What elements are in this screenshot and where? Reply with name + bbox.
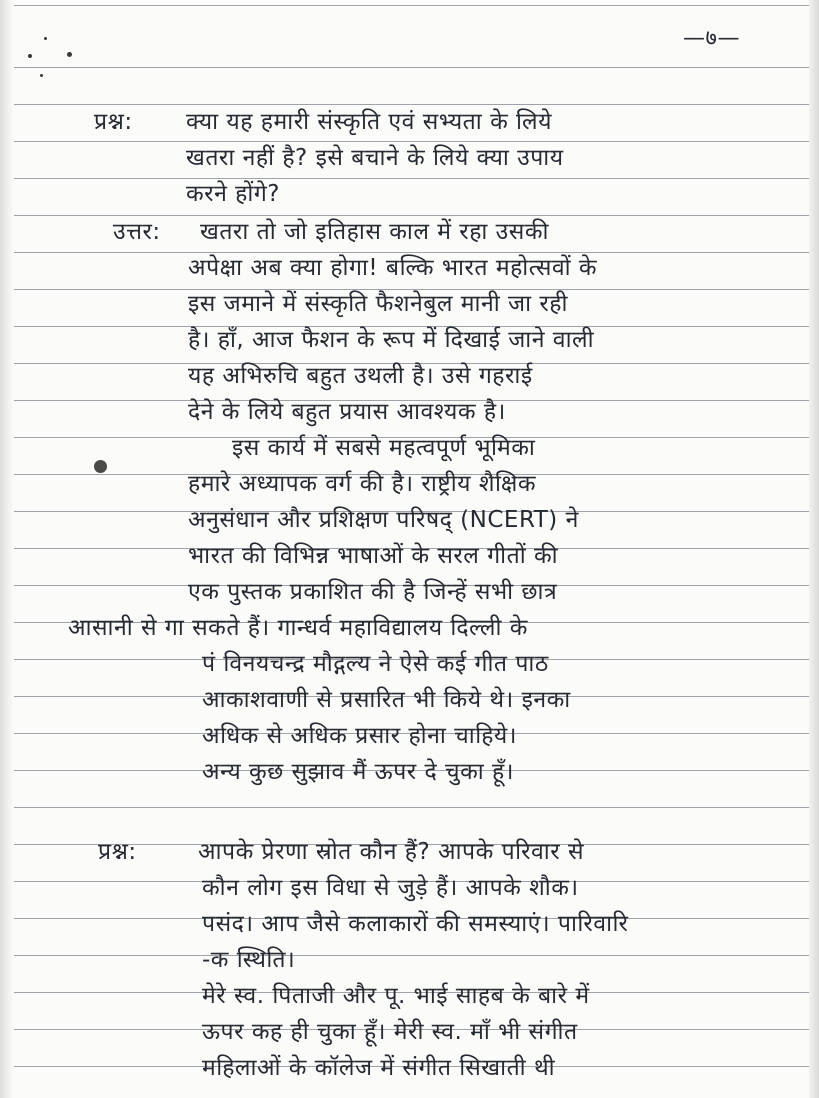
answer-label: उत्तर: bbox=[113, 219, 161, 245]
answer-line: ऊपर कह ही चुका हूँ। मेरी स्व. माँ भी संगीत bbox=[202, 1019, 578, 1045]
answer-line: हमारे अध्यापक वर्ग की है। राष्ट्रीय शैक्षिक bbox=[188, 471, 537, 497]
ink-speck bbox=[28, 54, 32, 58]
answer-line: मेरे स्व. पिताजी और पू. भाई साहब के बारे में bbox=[202, 983, 590, 1009]
question-line: खतरा नहीं है? इसे बचाने के लिये क्या उपाय bbox=[186, 145, 564, 171]
question-label: प्रश्न: bbox=[98, 839, 137, 865]
question-line: क्या यह हमारी संस्कृति एवं सभ्यता के लिये bbox=[186, 109, 552, 135]
page-number: —७— bbox=[683, 26, 740, 51]
answer-line: आसानी से गा सकते हैं। गान्धर्व महाविद्यालय दिल्ली के bbox=[68, 615, 528, 641]
question-label: प्रश्न: bbox=[94, 109, 133, 135]
ink-speck bbox=[67, 52, 72, 57]
ink-speck bbox=[40, 74, 43, 77]
answer-line: अनुसंधान और प्रशिक्षण परिषद् (NCERT) ने bbox=[188, 507, 579, 533]
answer-line: है। हाँ, आज फैशन के रूप में दिखाई जाने वाली bbox=[188, 327, 595, 353]
answer-line: देने के लिये बहुत प्रयास आवश्यक है। bbox=[188, 399, 506, 425]
answer-line: खतरा तो जो इतिहास काल में रहा उसकी bbox=[200, 219, 549, 245]
answer-line: इस कार्य में सबसे महत्वपूर्ण भूमिका bbox=[232, 435, 536, 461]
question-line: करने होंगे? bbox=[186, 181, 280, 207]
ink-speck bbox=[44, 37, 47, 40]
answer-line: महिलाओं के कॉलेज में संगीत सिखाती थी bbox=[202, 1055, 556, 1081]
page-right-edge bbox=[809, 0, 819, 1098]
answer-line: अधिक से अधिक प्रसार होना चाहिये। bbox=[202, 723, 517, 749]
answer-line: यह अभिरुचि बहुत उथली है। उसे गहराई bbox=[188, 363, 533, 389]
question-line: -क स्थिति। bbox=[202, 947, 296, 973]
answer-line: अपेक्षा अब क्या होगा! बल्कि भारत महोत्सवों के bbox=[188, 255, 598, 281]
page-left-edge bbox=[0, 0, 14, 1098]
answer-line: आकाशवाणी से प्रसारित भी किये थे। इनका bbox=[202, 687, 571, 713]
answer-line: भारत की विभिन्न भाषाओं के सरल गीतों की bbox=[188, 543, 559, 569]
answer-line: इस जमाने में संस्कृति फैशनेबुल मानी जा रही bbox=[188, 291, 568, 317]
answer-line: अन्य कुछ सुझाव मैं ऊपर दे चुका हूँ। bbox=[202, 759, 514, 785]
question-line: आपके प्रेरणा स्रोत कौन हैं? आपके परिवार से bbox=[198, 839, 585, 865]
question-line: पसंद। आप जैसे कलाकारों की समस्याएं। पारिवारि bbox=[202, 911, 629, 937]
answer-line: पं विनयचन्द्र मौद्गल्य ने ऐसे कई गीत पाठ bbox=[202, 651, 549, 677]
binder-hole-mark bbox=[94, 460, 107, 473]
answer-line: एक पुस्तक प्रकाशित की है जिन्हें सभी छात्र bbox=[188, 579, 558, 605]
question-line: कौन लोग इस विधा से जुड़े हैं। आपके शौक। bbox=[202, 875, 579, 901]
